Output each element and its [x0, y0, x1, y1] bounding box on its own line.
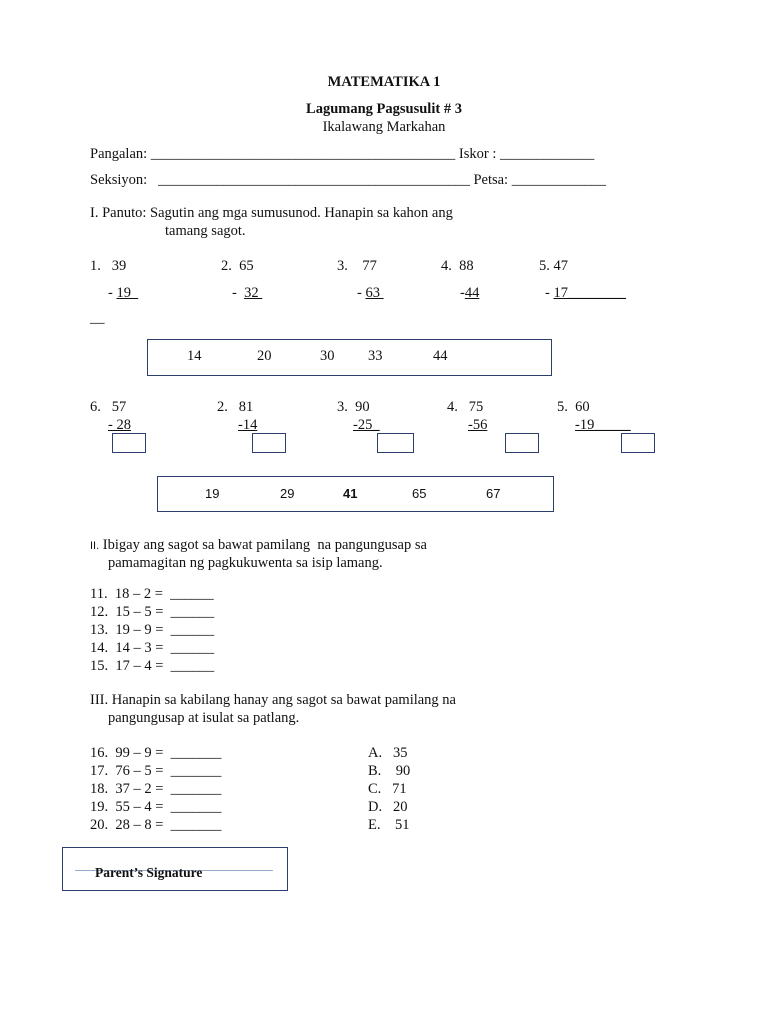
problem-8-top: 3. 90	[337, 399, 370, 415]
part2-item: 12. 15 – 5 = ______	[90, 604, 215, 620]
problem-6-top: 6. 57	[90, 399, 127, 415]
name-score-field[interactable]: Pangalan: __________________________________________ Iskor : _____________	[90, 146, 595, 162]
part2-item: 15. 17 – 4 = ______	[90, 658, 215, 674]
page-title: MATEMATIKA 1	[327, 74, 441, 90]
answer-box-6[interactable]	[112, 433, 146, 453]
part3-item: 16. 99 – 9 = _______	[90, 745, 222, 761]
problem-4-top: 4. 88	[441, 258, 474, 274]
answer-box-8[interactable]	[377, 433, 414, 453]
part3-choice: B. 90	[368, 763, 411, 779]
bank-2-choice: 67	[486, 486, 501, 501]
test-subtitle: Lagumang Pagsusulit # 3	[306, 101, 462, 117]
bank-2-choice: 19	[205, 486, 220, 501]
answer-bank-1	[147, 339, 552, 376]
problem-10-bottom: -19_____	[575, 417, 631, 433]
problem-3-top: 3. 77	[337, 258, 377, 274]
signature-box[interactable]	[62, 847, 288, 891]
part3-instruction-cont: pangungusap at isulat sa patlang.	[108, 710, 300, 726]
signature-label: Parent’s Signature	[95, 865, 203, 880]
answer-bank-2	[157, 476, 554, 512]
part3-item: 17. 76 – 5 = _______	[90, 763, 222, 779]
bank-2-choice: 29	[280, 486, 295, 501]
problem-5-top: 5. 47	[539, 258, 568, 274]
part3-choice: D. 20	[368, 799, 408, 815]
problem-7-bottom: -14	[238, 417, 258, 433]
problem-1-top: 1. 39	[90, 258, 127, 274]
problem-1-bottom: - 19	[108, 285, 139, 301]
answer-box-9[interactable]	[505, 433, 539, 453]
problem-8-bottom: -25_	[353, 417, 380, 433]
part3-instruction: III. Hanapin sa kabilang hanay ang sagot sa bawat pamilang na	[90, 692, 456, 708]
part2-item: 11. 18 – 2 = ______	[90, 586, 214, 602]
quarter-label: Ikalawang Markahan	[322, 119, 446, 135]
problem-7-top: 2. 81	[217, 399, 254, 415]
problem-9-bottom: -56	[468, 417, 488, 433]
part1-instruction-cont: tamang sagot.	[165, 223, 246, 239]
problem-4-bottom: -44	[460, 285, 480, 301]
part3-choice: E. 51	[368, 817, 410, 833]
problem-5-bottom: - 17________	[545, 285, 626, 301]
bank-1-choice: 14	[187, 348, 202, 364]
problem-9-top: 4. 75	[447, 399, 484, 415]
part2-instruction: II. Ibigay ang sagot sa bawat pamilang na pangungusap sa	[90, 537, 427, 553]
section-date-field[interactable]: Seksiyon: ___________________________________________ Petsa: _____________	[90, 172, 606, 188]
bank-2-choice: 65	[412, 486, 427, 501]
problem-2-bottom: - 32	[232, 285, 263, 301]
bank-1-choice: 30	[320, 348, 335, 364]
problem-6-bottom: - 28	[108, 417, 131, 433]
stray-underline: __	[90, 310, 105, 326]
part3-item: 18. 37 – 2 = _______	[90, 781, 222, 797]
bank-1-choice: 44	[433, 348, 448, 364]
bank-2-choice: 41	[343, 486, 358, 501]
part3-item: 19. 55 – 4 = _______	[90, 799, 222, 815]
part2-item: 13. 19 – 9 = ______	[90, 622, 215, 638]
problem-3-bottom: - 63	[357, 285, 384, 301]
part3-choice: A. 35	[368, 745, 408, 761]
answer-box-10[interactable]	[621, 433, 655, 453]
problem-2-top: 2. 65	[221, 258, 254, 274]
part1-instruction: I. Panuto: Sagutin ang mga sumusunod. Hanapin sa kahon ang	[90, 205, 453, 221]
bank-1-choice: 33	[368, 348, 383, 364]
part3-choice: C. 71	[368, 781, 407, 797]
answer-box-7[interactable]	[252, 433, 286, 453]
part2-item: 14. 14 – 3 = ______	[90, 640, 215, 656]
bank-1-choice: 20	[257, 348, 272, 364]
part2-instruction-cont: pamamagitan ng pagkukuwenta sa isip lamang.	[108, 555, 383, 571]
part3-item: 20. 28 – 8 = _______	[90, 817, 222, 833]
problem-10-top: 5. 60	[557, 399, 590, 415]
